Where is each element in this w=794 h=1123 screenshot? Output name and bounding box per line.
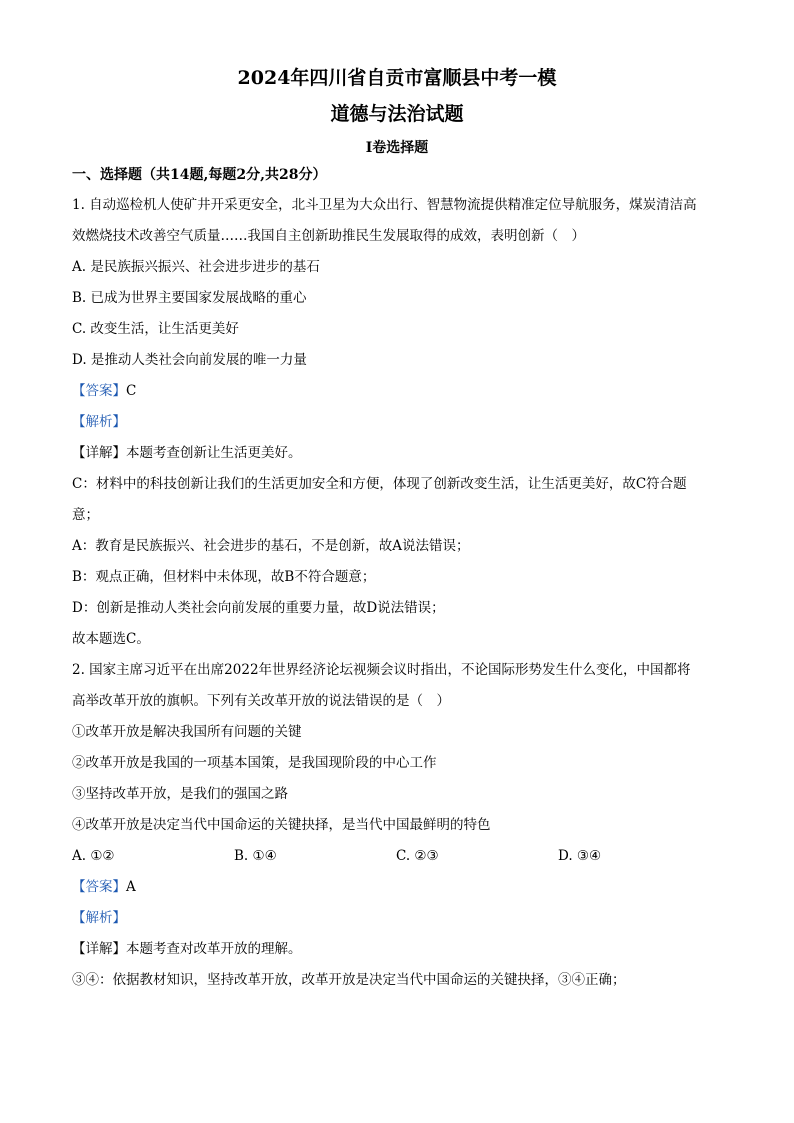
q2-analysis-label: 【解析】 [72,910,126,926]
q2-option-a: A. ①② [72,848,115,864]
q1-option-b: B. 已成为世界主要国家发展战略的重心 [72,290,307,306]
q1-explain-c-line2: 意； [72,507,99,523]
q1-option-d: D. 是推动人类社会向前发展的唯一力量 [72,352,307,368]
q2-option-d: D. ③④ [558,848,602,864]
q1-explain-a: A：教育是民族振兴、社会进步的基石，不是创新，故A说法错误； [72,538,470,554]
q1-answer [72,381,722,401]
q2-stem-line1: 2. 国家主席习近平在出席2022年世界经济论坛视频会议时指出，不论国际形势发生什么变化，中国都将 [72,662,691,678]
q2-option-c: C. ②③ [396,848,439,864]
volume-heading: I卷选择题 [365,140,429,156]
q2-answer-value: A [126,879,136,895]
q1-conclusion: 故本题选C。 [72,631,150,647]
q1-option-c: C. 改变生活，让生活更美好 [72,321,239,337]
q2-options [72,846,722,866]
section-heading: 一、选择题（共14题,每题2分,共28分） [72,167,327,183]
q2-statement-3: ③坚持改革开放，是我们的强国之路 [72,786,288,802]
q2-answer-label: 【答案】 [72,879,126,895]
q2-explain-34: ③④：依据教材知识，坚持改革开放，改革开放是决定当代中国命运的关键抉择，③④正确； [72,972,626,988]
q2-option-b: B. ①④ [234,848,277,864]
q1-answer-label: 【答案】 [72,383,126,399]
q2-detail: 【详解】本题考查对改革开放的理解。 [72,941,302,957]
exam-title: 2024年四川省自贡市富顺县中考一模 [237,67,557,89]
q1-explain-b: B：观点正确，但材料中未体现，故B不符合题意； [72,569,376,585]
q1-option-a: A. 是民族振兴振兴、社会进步进步的基石 [72,259,320,275]
q2-statement-1: ①改革开放是解决我国所有问题的关键 [72,724,302,740]
q1-stem-line2: 效燃烧技术改善空气质量……我国自主创新助推民生发展取得的成效，表明创新（ ） [72,228,585,244]
q1-analysis-label: 【解析】 [72,414,126,430]
q1-explain-c-line1: C：材料中的科技创新让我们的生活更加安全和方便，体现了创新改变生活，让生活更美好，故C符合题 [72,476,687,492]
q2-answer [72,877,722,897]
q1-detail: 【详解】本题考查创新让生活更美好。 [72,445,302,461]
q1-stem-line1: 1. 自动巡检机人使矿井开采更安全，北斗卫星为大众出行、智慧物流提供精准定位导航服务，煤炭清洁高 [72,197,697,213]
q2-statement-4: ④改革开放是决定当代中国命运的关键抉择，是当代中国最鲜明的特色 [72,817,491,833]
q1-explain-d: D：创新是推动人类社会向前发展的重要力量，故D说法错误； [72,600,445,616]
q1-answer-value: C [126,383,137,399]
q2-analysis [72,908,722,928]
exam-subtitle: 道德与法治试题 [330,103,464,125]
q1-analysis [72,412,722,432]
q2-statement-2: ②改革开放是我国的一项基本国策，是我国现阶段的中心工作 [72,755,437,771]
q2-stem-line2: 高举改革开放的旗帜。下列有关改革开放的说法错误的是（ ） [72,693,450,709]
